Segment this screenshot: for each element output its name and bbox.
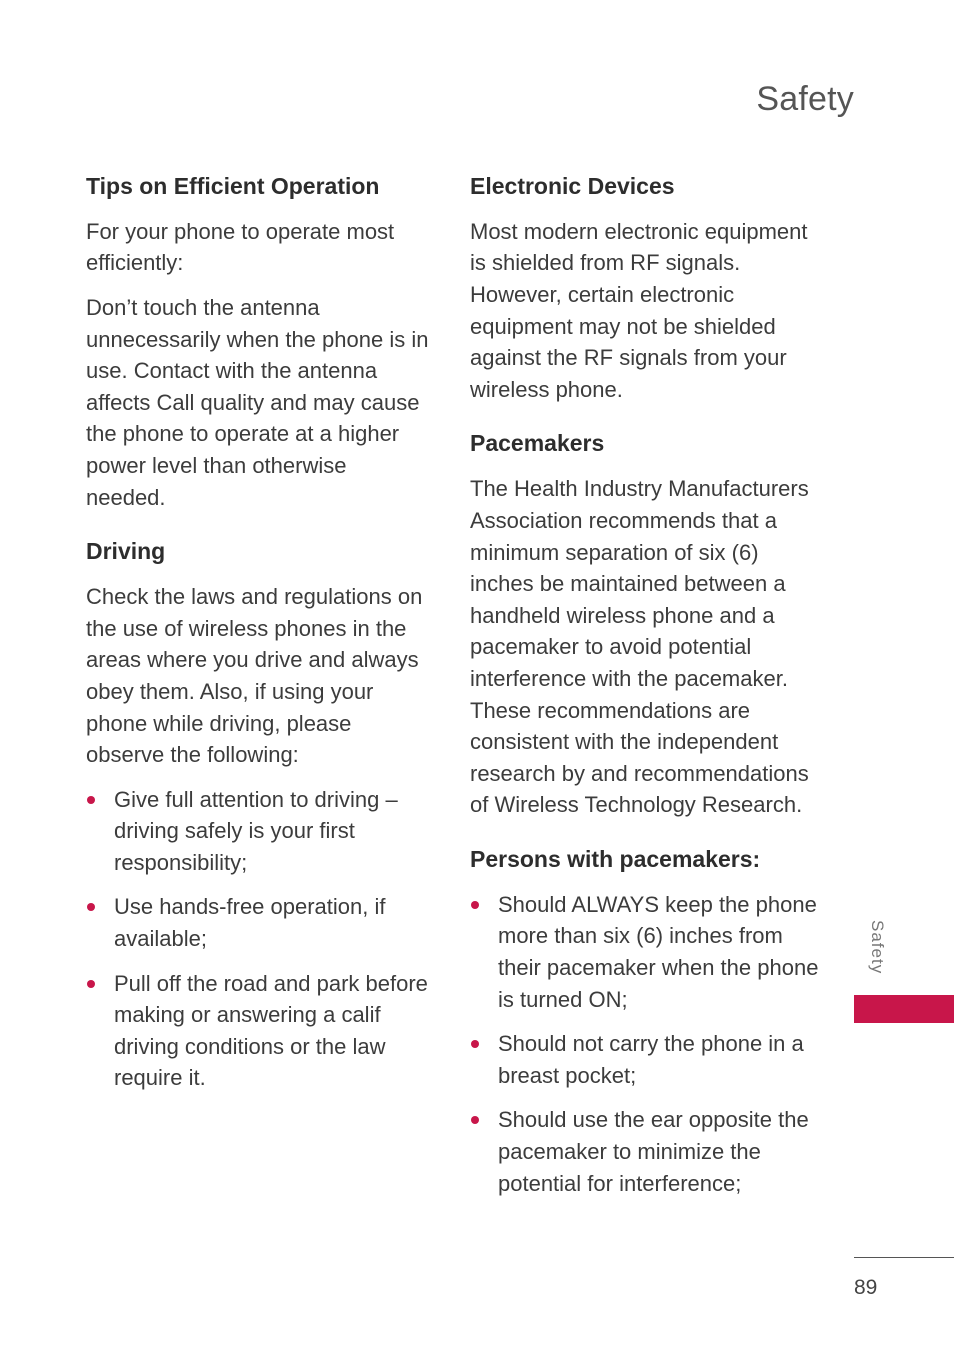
pacemakers-heading: Pacemakers bbox=[470, 430, 605, 457]
electronic-devices-section bbox=[470, 172, 820, 405]
list-item-text: Should ALWAYS keep the phone more than six (6) inches from their pacemaker when the phone is turned ON; bbox=[498, 891, 819, 1012]
persons-bullet-list bbox=[470, 889, 820, 1199]
list-item-text: Give full attention to driving – driving safely is your first responsibility; bbox=[114, 786, 398, 875]
bullet-icon bbox=[471, 901, 479, 909]
driving-paragraph: Check the laws and regulations on the use of wireless phones in the areas where you drive and always obey them. Also, if using your phone while driving, please observe the following: bbox=[86, 584, 423, 768]
list-item bbox=[86, 968, 431, 1094]
list-item-text: Should not carry the phone in a breast pocket; bbox=[498, 1031, 804, 1088]
page-title: Safety bbox=[756, 80, 854, 118]
list-item bbox=[86, 784, 431, 879]
persons-with-pacemakers-heading: Persons with pacemakers: bbox=[470, 845, 761, 872]
tips-section bbox=[86, 172, 431, 513]
pacemakers-section bbox=[470, 429, 820, 820]
bullet-icon bbox=[87, 980, 95, 988]
tips-antenna-paragraph: Don’t touch the antenna unnecessarily when the phone is in use. Contact with the antenna affects Call quality and may cause the phone to operate at a higher power level than otherwise needed. bbox=[86, 295, 429, 510]
persons-with-pacemakers-section bbox=[470, 845, 820, 1199]
left-column bbox=[86, 172, 431, 1118]
list-item bbox=[86, 891, 431, 954]
right-column bbox=[470, 172, 820, 1223]
page-number: 89 bbox=[854, 1276, 878, 1299]
side-tab-label: Safety bbox=[868, 920, 887, 975]
list-item bbox=[470, 1028, 820, 1091]
side-tab-marker bbox=[854, 995, 954, 1023]
list-item bbox=[470, 1104, 820, 1199]
bullet-icon bbox=[87, 903, 95, 911]
driving-heading: Driving bbox=[86, 538, 166, 565]
bullet-icon bbox=[87, 796, 95, 804]
electronic-devices-paragraph: Most modern electronic equipment is shielded from RF signals. However, certain electronic equipment may not be shielded against the RF signals from your wireless phone. bbox=[470, 218, 808, 402]
footer-divider bbox=[854, 1257, 954, 1258]
tips-heading: Tips on Efficient Operation bbox=[86, 173, 380, 199]
driving-bullet-list bbox=[86, 784, 431, 1094]
bullet-icon bbox=[471, 1040, 479, 1048]
list-item-text: Should use the ear opposite the pacemaker to minimize the potential for interference; bbox=[498, 1107, 809, 1196]
electronic-devices-heading: Electronic Devices bbox=[470, 173, 675, 199]
tips-intro-paragraph: For your phone to operate most efficiently: bbox=[86, 218, 395, 276]
list-item-text: Use hands-free operation, if available; bbox=[114, 894, 386, 952]
list-item bbox=[470, 889, 820, 1015]
list-item-text: Pull off the road and park before making or answering a calif driving conditions or the law require it. bbox=[114, 970, 428, 1091]
driving-section bbox=[86, 537, 431, 1094]
bullet-icon bbox=[471, 1116, 479, 1124]
pacemakers-paragraph: The Health Industry Manufacturers Association recommends that a minimum separation of six (6) inches be maintained between a handheld wireless phone and a pacemaker to avoid potential interference with the pacemaker. These recommendations are consistent with the independent research by and recommendations of Wireless Technology Research. bbox=[470, 476, 809, 818]
